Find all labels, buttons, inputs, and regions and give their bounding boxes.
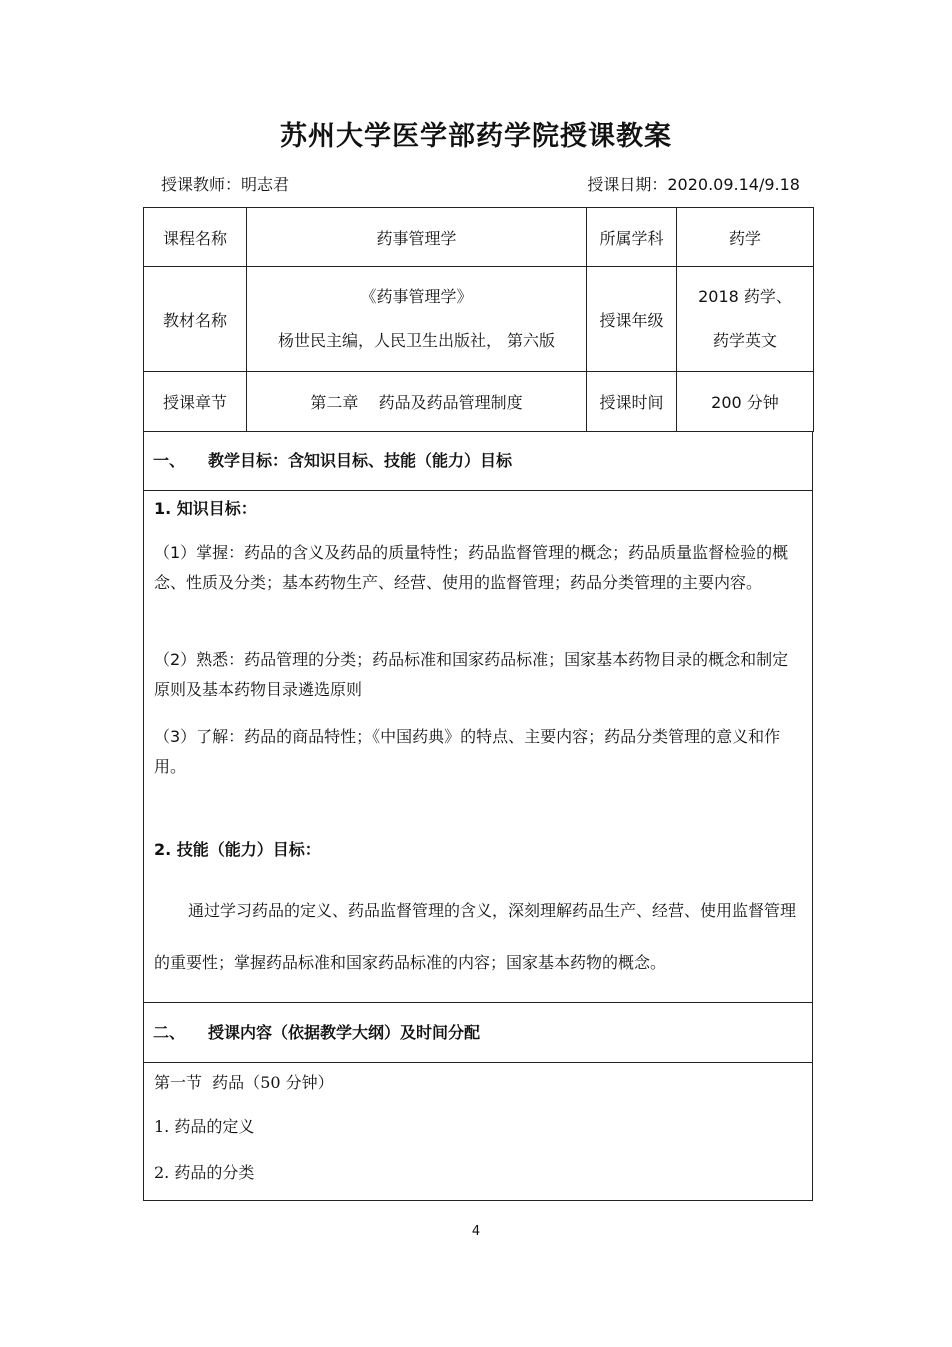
section-1-number: 一、	[153, 451, 186, 470]
knowledge-item-familiar: （2）熟悉：药品管理的分类；药品标准和国家药品标准；国家基本药物目录的概念和制定原则及基本药物目录遴选原则	[154, 650, 789, 699]
course-name-label: 课程名称	[144, 208, 247, 267]
section-1-header	[143, 431, 813, 491]
lesson-section-1-unit: 分钟）	[280, 1073, 334, 1092]
lesson-section-1-title: 第一节 药品（	[154, 1073, 261, 1092]
section-1-heading: 教学目标：含知识目标、技能（能力）目标	[208, 451, 513, 470]
lesson-item-1-text: 药品的定义	[169, 1117, 255, 1136]
chapter-value: 第二章 药品及药品管理制度	[247, 372, 587, 432]
lesson-item-2	[154, 1160, 254, 1183]
course-info-table	[143, 207, 814, 432]
lesson-item-1	[154, 1114, 254, 1137]
knowledge-item-master: （1）掌握：药品的含义及药品的质量特性；药品监督管理的概念；药品质量监督检验的概念、性质及分类；基本药物生产、经营、使用的监督管理；药品分类管理的主要内容。	[154, 543, 789, 592]
section-2-body	[143, 1062, 813, 1201]
time-value: 200 分钟	[677, 372, 814, 432]
date-info: 授课日期：2020.09.14/9.18	[587, 175, 800, 194]
section-2-number: 二、	[153, 1023, 186, 1042]
lesson-section-1-minutes: 50	[260, 1073, 281, 1092]
textbook-label: 教材名称	[144, 267, 247, 372]
lesson-item-2-text: 药品的分类	[169, 1163, 255, 1182]
page-number: 4	[471, 1224, 481, 1239]
section-1-body	[143, 490, 813, 1003]
time-label: 授课时间	[587, 372, 677, 432]
course-name-value: 药事管理学	[247, 208, 587, 267]
subject-value: 药学	[677, 208, 814, 267]
knowledge-goal-title: 1. 知识目标：	[154, 499, 257, 518]
grade-line-1: 2018 药学、	[698, 287, 792, 306]
lesson-item-1-number: 1.	[154, 1117, 170, 1136]
subject-label: 所属学科	[587, 208, 677, 267]
grade-value	[677, 267, 814, 372]
document-title: 苏州大学医学部药学院授课教案	[280, 121, 672, 152]
teacher-info: 授课教师：明志君	[161, 175, 290, 194]
chapter-label: 授课章节	[144, 372, 247, 432]
lesson-item-2-number: 2.	[154, 1163, 170, 1182]
grade-line-2: 药学英文	[712, 331, 777, 350]
skill-goal-text: 通过学习药品的定义、药品监督管理的含义，深刻理解药品生产、经营、使用监督管理的重要性；掌握药品标准和国家药品标准的内容；国家基本药物的概念。	[154, 901, 797, 972]
grade-label: 授课年级	[587, 267, 677, 372]
skill-goal-title: 2. 技能（能力）目标：	[154, 840, 321, 859]
section-2-heading: 授课内容（依据教学大纲）及时间分配	[208, 1023, 481, 1042]
textbook-value	[247, 267, 587, 372]
lesson-section-1	[154, 1070, 334, 1093]
textbook-title: 《药事管理学》	[360, 287, 473, 306]
knowledge-item-understand: （3）了解：药品的商品特性；《中国药典》的特点、主要内容；药品分类管理的意义和作用。	[154, 727, 781, 776]
section-2-header	[143, 1002, 813, 1063]
textbook-publisher: 杨世民主编，人民卫生出版社， 第六版	[277, 331, 556, 350]
